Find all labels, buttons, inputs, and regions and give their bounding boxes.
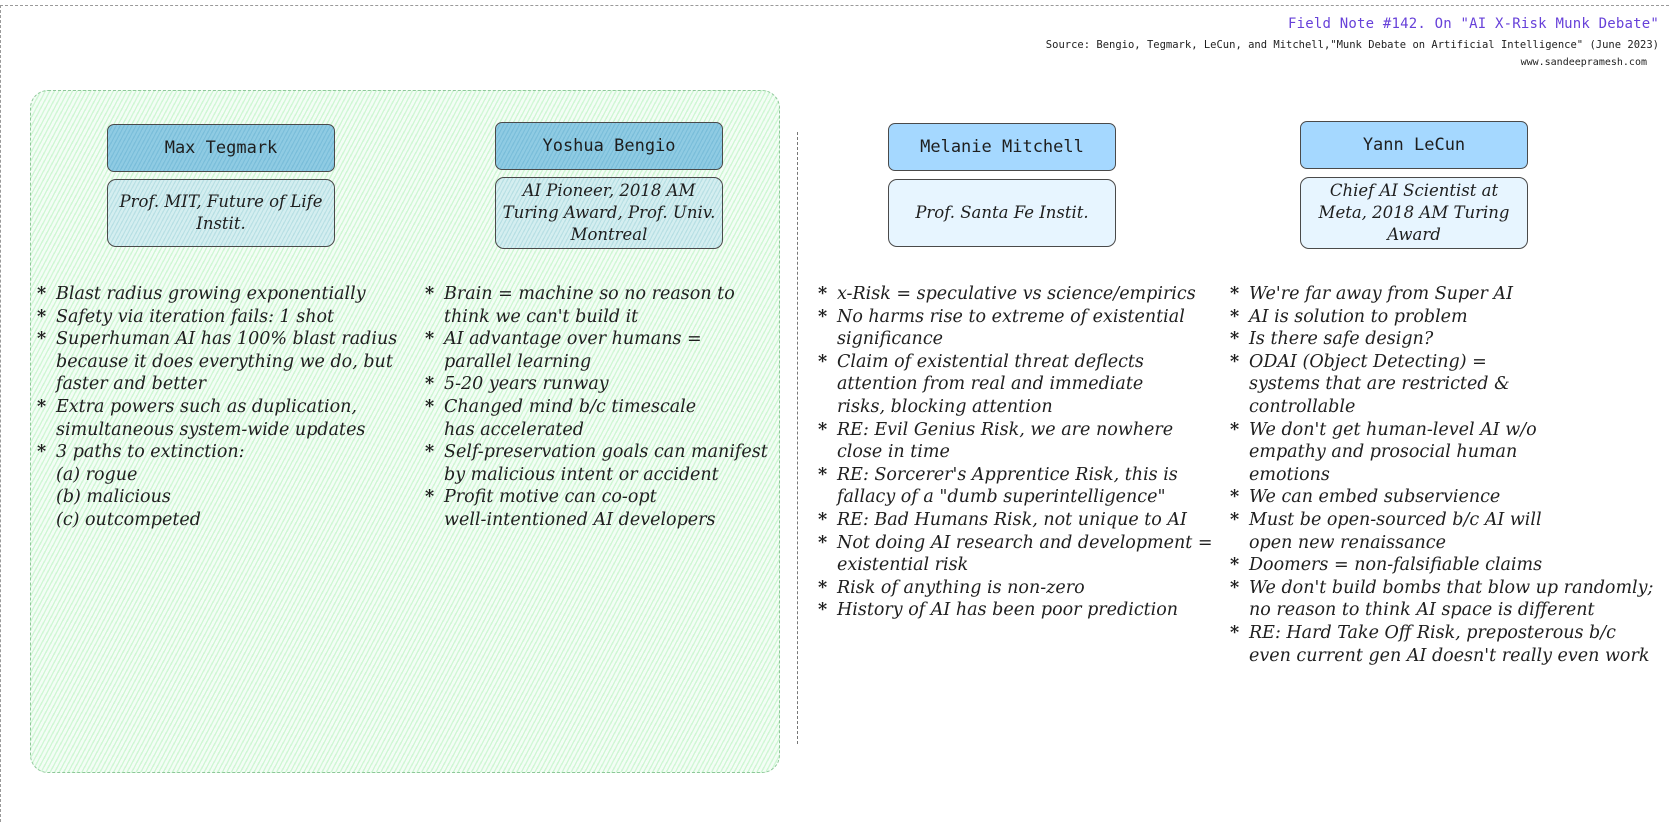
list-item: * AI is solution to problem xyxy=(1229,306,1654,329)
field-note-title: Field Note #142. On "AI X-Risk Munk Debate" xyxy=(1287,16,1659,32)
list-item: * Brain = machine so no reason to think we can't build it xyxy=(424,283,784,328)
speaker-points-tegmark xyxy=(36,283,406,532)
list-item: * We don't get human-level AI w/o empathy and prosocial human emotions xyxy=(1229,419,1654,487)
list-item: * History of AI has been poor prediction xyxy=(817,599,1217,622)
list-item: * Not doing AI research and development = existential risk xyxy=(817,532,1217,577)
list-item: * No harms rise to extreme of existential significance xyxy=(817,306,1217,351)
speaker-name-bengio: Yoshua Bengio xyxy=(495,122,723,170)
debate-side-divider xyxy=(797,132,798,744)
speaker-points-lecun xyxy=(1229,283,1654,667)
source-citation: Source: Bengio, Tegmark, LeCun, and Mitchell,"Munk Debate on Artificial Intelligence" (June 2023) xyxy=(1045,39,1659,51)
list-item: * We're far away from Super AI xyxy=(1229,283,1654,306)
list-item: * Doomers = non-falsifiable claims xyxy=(1229,554,1654,577)
list-item: * Extra powers such as duplication, simultaneous system-wide updates xyxy=(36,396,406,441)
list-item: * Is there safe design? xyxy=(1229,328,1654,351)
speaker-name-lecun: Yann LeCun xyxy=(1300,121,1528,169)
speaker-description-lecun: Chief AI Scientist at Meta, 2018 AM Turing Award xyxy=(1300,177,1528,249)
speaker-description-tegmark: Prof. MIT, Future of Life Instit. xyxy=(107,179,335,247)
list-item: * x-Risk = speculative vs science/empirics xyxy=(817,283,1217,306)
list-item: * Must be open-sourced b/c AI will open new renaissance xyxy=(1229,509,1654,554)
speaker-name-tegmark: Max Tegmark xyxy=(107,124,335,172)
page-header xyxy=(1046,14,1659,70)
list-item: * Changed mind b/c timescale has accelerated xyxy=(424,396,784,441)
list-item: * RE: Evil Genius Risk, we are nowhere close in time xyxy=(817,419,1217,464)
list-item: * 5-20 years runway xyxy=(424,373,784,396)
list-item: * Self-preservation goals can manifest by malicious intent or accident xyxy=(424,441,784,486)
list-item: * 3 paths to extinction: (a) rogue (b) malicious (c) outcompeted xyxy=(36,441,406,531)
list-item: * We don't build bombs that blow up randomly; no reason to think AI space is different xyxy=(1229,577,1654,622)
list-item: * Profit motive can co-opt well-intentioned AI developers xyxy=(424,486,784,531)
list-item: * AI advantage over humans = parallel learning xyxy=(424,328,784,373)
list-item: * Superhuman AI has 100% blast radius because it does everything we do, but faster and better xyxy=(36,328,406,396)
list-item: * We can embed subservience xyxy=(1229,486,1654,509)
website-link[interactable]: www.sandeepramesh.com xyxy=(1520,57,1647,68)
list-item: * Safety via iteration fails: 1 shot xyxy=(36,306,406,329)
list-item: * RE: Hard Take Off Risk, preposterous b/c even current gen AI doesn't really even work xyxy=(1229,622,1654,667)
speaker-description-bengio: AI Pioneer, 2018 AM Turing Award, Prof. Univ. Montreal xyxy=(495,177,723,249)
speaker-description-mitchell: Prof. Santa Fe Instit. xyxy=(888,179,1116,247)
speaker-points-bengio xyxy=(424,283,784,532)
list-item: * RE: Bad Humans Risk, not unique to AI xyxy=(817,509,1217,532)
speaker-name-mitchell: Melanie Mitchell xyxy=(888,123,1116,171)
list-item: * Claim of existential threat deflects attention from real and immediate risks, blocking attention xyxy=(817,351,1217,419)
list-item: * Risk of anything is non-zero xyxy=(817,577,1217,600)
list-item: * RE: Sorcerer's Apprentice Risk, this is fallacy of a "dumb superintelligence" xyxy=(817,464,1217,509)
list-item: * Blast radius growing exponentially xyxy=(36,283,406,306)
list-item: * ODAI (Object Detecting) = systems that are restricted & controllable xyxy=(1229,351,1654,419)
speaker-points-mitchell xyxy=(817,283,1217,622)
